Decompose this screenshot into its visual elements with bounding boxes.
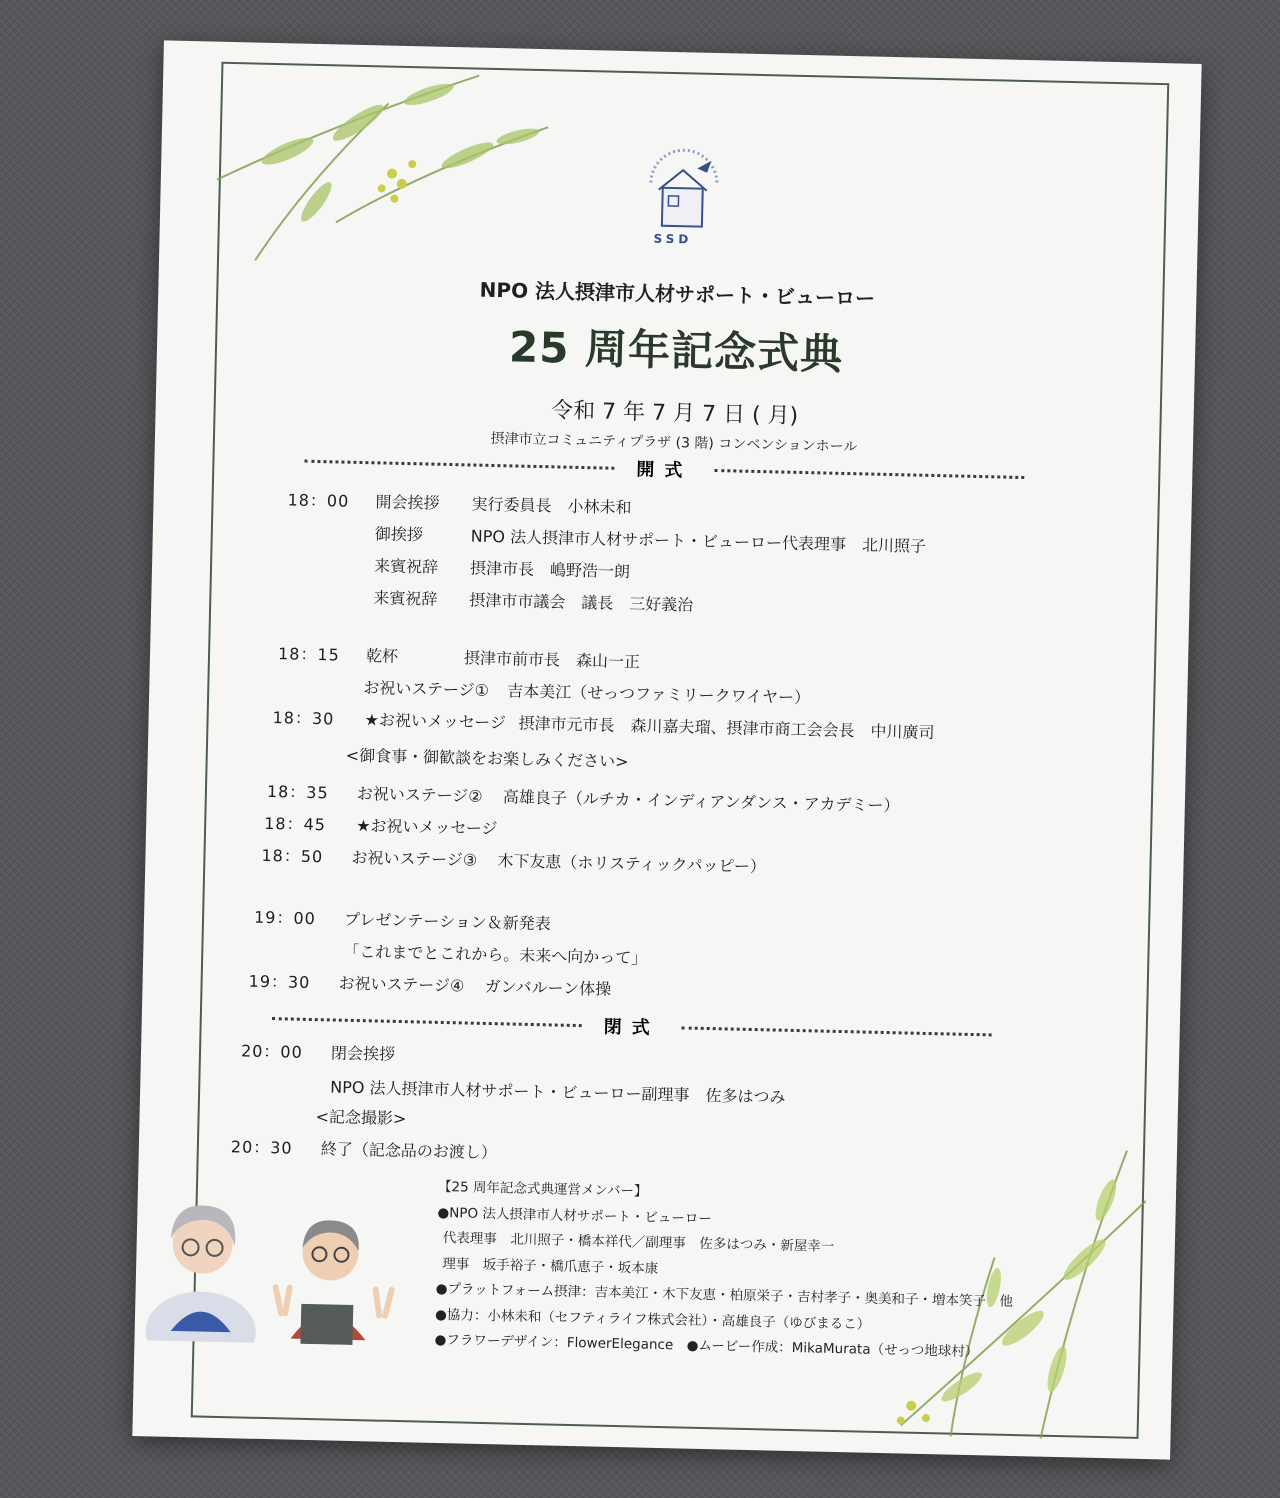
program-text: ガンバルーン体操 — [484, 976, 612, 999]
program-text: 木下友恵（ホリスティックパッピー） — [497, 851, 767, 877]
program-label: 来賓祝辞 — [373, 556, 439, 577]
people-illustration-icon — [140, 1180, 414, 1346]
program-text: NPO 法人摂津市人材サポート・ビューロー副理事 佐多はつみ — [330, 1077, 786, 1107]
program-time: 18：50 — [261, 845, 324, 867]
program-label: 来賓祝辞 — [373, 588, 438, 609]
credits-line: 理事 坂手裕子・橋爪恵子・坂本康 — [442, 1255, 659, 1277]
organization-name: NPO 法人摂津市人材サポート・ビューロー — [479, 277, 876, 311]
program-text: 摂津市市議会 議長 三好義治 — [469, 590, 694, 615]
leaf-decoration-top-left — [215, 60, 589, 268]
program-label: 閉会挨拶 — [330, 1043, 396, 1064]
program-text: 実行委員長 小林未和 — [471, 494, 632, 518]
event-title: 25 周年記念式典 — [508, 322, 844, 379]
program-time: 18：15 — [277, 644, 341, 665]
divider-open-label: 開式 — [636, 459, 693, 482]
program-label: プレゼンテーション＆新発表 — [343, 909, 551, 934]
event-venue: 摂津市立コミュニティプラザ (3 階) コンベンションホール — [490, 430, 858, 456]
program-sheet — [132, 40, 1201, 1459]
program-note: <記念撮影> — [315, 1107, 407, 1129]
logo-text: SSD — [653, 231, 693, 247]
program-label: ★お祝いメッセージ — [355, 815, 498, 839]
program-label: 終了（記念品のお渡し） — [320, 1139, 498, 1163]
program-text: 吉本美江（せっつファミリークワイヤー） — [507, 681, 811, 708]
program-text: 高雄良子（ルチカ・インディアンダンス・アカデミー） — [502, 787, 900, 816]
program-time: 19：00 — [253, 907, 317, 929]
program-text: 摂津市元市長 森川嘉夫瑠、摂津市商工会会長 中川廣司 — [518, 713, 935, 743]
program-time: 18：45 — [264, 813, 327, 835]
credits-line: ●NPO 法人摂津市人材サポート・ビューロー — [437, 1204, 712, 1227]
credits-line: 代表理事 北川照子・橋本祥代／副理事 佐多はつみ・新屋幸一 — [442, 1230, 835, 1255]
divider-close-label: 閉式 — [603, 1016, 660, 1039]
program-text: 摂津市長 嶋野浩一朗 — [469, 558, 631, 582]
program-label: ★お祝いメッセージ — [364, 710, 507, 733]
program-subtitle: 「これまでとこれから。未来へ向かって」 — [343, 941, 648, 968]
program-time: 18：00 — [287, 490, 350, 511]
credits-line: ●協力：小林未和（セフティライフ株式会社）・高雄良子（ゆびまるこ） — [434, 1306, 871, 1333]
program-time: 19：30 — [248, 971, 311, 992]
program-label: お祝いステージ③ — [351, 847, 478, 870]
credits-block — [434, 1175, 1015, 1367]
program-label: 御挨拶 — [374, 524, 424, 545]
program-label: お祝いステージ④ — [338, 973, 465, 996]
credits-line: 【25 周年記念式典運営メンバー】 — [437, 1178, 648, 1200]
program-time: 18：35 — [266, 781, 329, 803]
program-text: 摂津市前市長 森山一正 — [463, 648, 641, 672]
credits-line: ●プラットフォーム摂津：吉本美江・木下友恵・柏原栄子・吉村孝子・奥美和子・増本笑子 他 — [435, 1280, 1014, 1310]
program-label: お祝いステージ② — [356, 783, 483, 806]
program-text: NPO 法人摂津市人材サポート・ビューロー代表理事 北川照子 — [470, 526, 927, 556]
program-label: 乾杯 — [365, 646, 399, 666]
program-note: <御食事・御歓談をお楽しみください> — [345, 745, 629, 772]
program-time: 20：30 — [230, 1137, 293, 1158]
program-label: お祝いステージ① — [363, 678, 490, 700]
program-time: 18：30 — [272, 708, 335, 729]
credits-line: ●フラワーデザイン：FlowerElegance ●ムービー作成：MikaMurata（せっつ地球村） — [434, 1331, 979, 1361]
event-date: 令和 7 年 7 月 7 日 ( 月) — [550, 398, 799, 429]
program-label: 開会挨拶 — [375, 492, 440, 513]
program-time: 20：00 — [240, 1041, 303, 1062]
